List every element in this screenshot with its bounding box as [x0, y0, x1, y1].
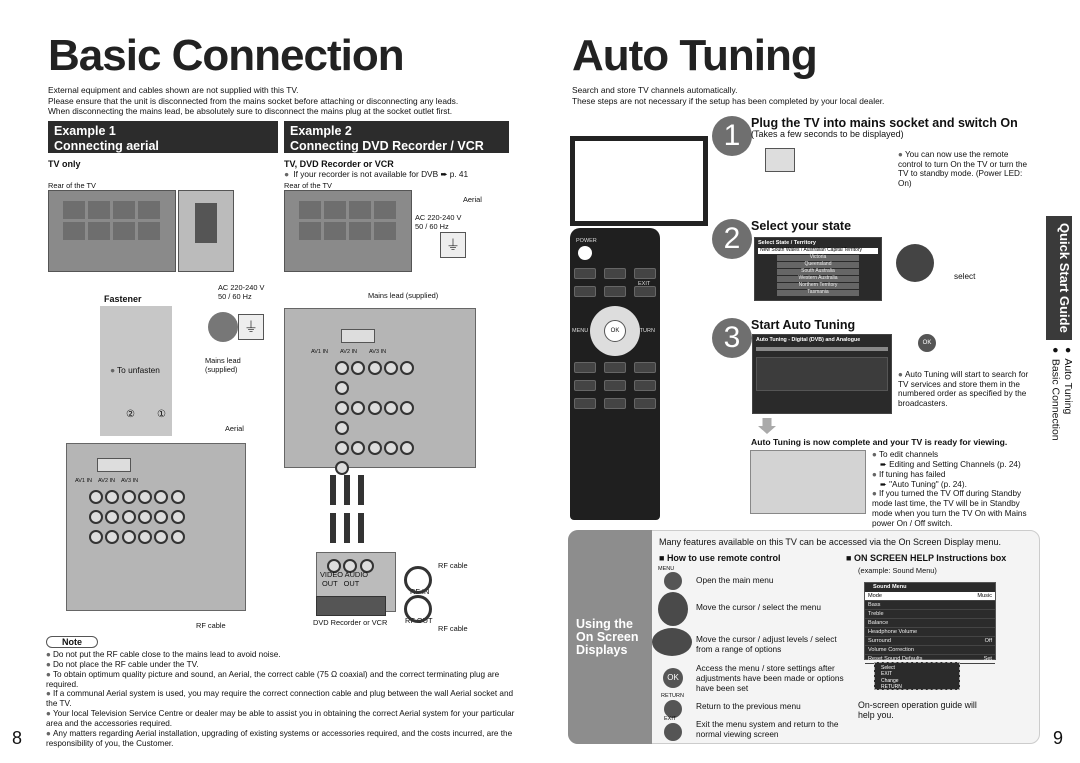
- select-state-title: Select State / Territory: [758, 240, 816, 246]
- dvd-label: DVD Recorder or VCR: [313, 618, 388, 627]
- out-out-label: OUT OUT: [322, 579, 360, 588]
- page-number-left: 8: [12, 728, 23, 748]
- note-item: ● Your local Television Service Centre or dealer may be able to assist you in obtaining the correct Aerial system for your particular area and the accessories required.: [46, 709, 516, 729]
- auto-tuning-menu-title: Auto Tuning - Digital (DVB) and Analogue: [756, 337, 861, 343]
- rf-out-label: RF OUT: [405, 616, 433, 625]
- note-item: ● To obtain optimum quality picture and sound, an Aerial, the correct cable (75 Ω coaxial) and the correct terminating plug are required.: [46, 670, 516, 690]
- select-state-menu: [754, 237, 882, 301]
- sound-menu-row[interactable]: [865, 592, 995, 601]
- sound-menu-row[interactable]: [865, 619, 995, 628]
- dvb-page: p. 41: [449, 169, 469, 179]
- state-option[interactable]: Northern Territory: [777, 283, 859, 289]
- power-switch-icon: [765, 148, 795, 172]
- tv-rear-1: [48, 190, 176, 272]
- sound-row-label: Surround: [868, 637, 892, 644]
- example2-label: Example 2: [290, 124, 352, 138]
- edit-channels-note: ● To edit channels: [872, 450, 1037, 460]
- intro-line: Please ensure that the unit is disconnected from the mains socket before attaching or disconnecting any leads.: [48, 95, 459, 106]
- note-item: ● Do not put the RF cable close to the mains lead to avoid noise.: [46, 650, 516, 660]
- tv-dvd-label: TV, DVD Recorder or VCR: [284, 159, 394, 169]
- howto-title: ■ How to use remote control: [659, 553, 781, 563]
- remote-control: [570, 228, 660, 520]
- dvb-note: ● If your recorder is not available for DVB ➨ p. 41: [284, 170, 468, 180]
- state-option[interactable]: Western Australia: [777, 276, 859, 282]
- remote-ok-button: OK: [604, 320, 626, 342]
- menu-button-label: MENU: [658, 566, 675, 572]
- step-1-note: ● You can now use the remote control to turn On the TV or turn the TV to standby mode. (Power LED: On): [898, 150, 1028, 189]
- menu-button-icon: [664, 572, 682, 590]
- sound-row-value: Music: [977, 592, 992, 599]
- rf-cable-label-2: RF cable: [438, 561, 468, 570]
- remote-exit-label: EXIT: [638, 281, 651, 287]
- sound-menu-row[interactable]: [865, 637, 995, 646]
- connection-panel-2: [284, 308, 476, 468]
- state-option[interactable]: South Australia: [777, 269, 859, 275]
- note-item: ● Do not place the RF cable under the TV.: [46, 660, 516, 670]
- example1-label: Example 1: [54, 124, 116, 138]
- example2-sub: Connecting DVD Recorder / VCR: [290, 139, 484, 153]
- viewing-illustration: [750, 450, 866, 514]
- panel2-av3: AV3 IN: [369, 349, 387, 355]
- left-right-arrows-icon: [652, 628, 692, 656]
- tuning-failed-ref: "Auto Tuning" (p. 24).: [889, 479, 967, 489]
- fastener-label: Fastener: [104, 294, 142, 304]
- remote-power-button: [578, 246, 592, 260]
- state-option[interactable]: Tasmania: [777, 290, 859, 296]
- sound-row-value: Set: [983, 655, 992, 662]
- intro-line: When disconnecting the mains lead, be absolutely sure to disconnect the mains plug at the socket outlet first.: [48, 106, 453, 116]
- right-intro: [572, 85, 1052, 106]
- exit-button-icon: [664, 723, 682, 741]
- video-audio-label: VIDEO AUDIO: [320, 570, 369, 579]
- down-arrow-icon: [758, 418, 776, 434]
- intro-line: Search and store TV channels automatically.: [572, 85, 738, 95]
- intro-line: These steps are not necessary if the setup has been completed by your local dealer.: [572, 95, 885, 106]
- exit-button-label: EXIT: [664, 716, 677, 722]
- help-title-text: ON SCREEN HELP Instructions box: [853, 553, 1007, 563]
- power-plug: [208, 312, 238, 342]
- sound-row-label: Balance: [868, 619, 889, 626]
- rf-out-jack: [404, 595, 432, 623]
- dvd-recorder-icon: [316, 596, 386, 616]
- aerial-label-2: Aerial: [463, 195, 482, 204]
- step-1-sub: (Takes a few seconds to be displayed): [751, 129, 904, 139]
- sound-menu-row[interactable]: [865, 646, 995, 655]
- tuning-complete: Auto Tuning is now complete and your TV is ready for viewing.: [751, 437, 1008, 447]
- rf-in-jack: [404, 566, 432, 594]
- sound-menu-title: Sound Menu: [873, 584, 907, 590]
- tv-front-illustration: [570, 136, 708, 226]
- help-caption: On-screen operation guide will help you.: [858, 700, 977, 721]
- step-1-number: 1: [712, 116, 752, 156]
- page-number-right: 9: [1053, 728, 1064, 748]
- note-item: ● Any matters regarding Aerial installation, upgrading of existing systems or accessories required, and the costs incurred, are the responsibility of you, the Customer.: [46, 729, 516, 749]
- complete-notes: ● To edit channels ➨ Editing and Setting Channels (p. 24) ● If tuning has failed ➨ "Auto Tuning" (p. 24). ● If you turned the TV Off during Standby mode last time, the TV will be in Standby mode when you turn the TV On with Mains power On / Off switch.: [872, 450, 1037, 529]
- help-example: (example: Sound Menu): [858, 566, 937, 575]
- osd-row-text: Return to the previous menu: [696, 701, 801, 711]
- notes-list: [46, 650, 516, 748]
- mains-supplied-label: Mains lead (supplied): [368, 291, 439, 300]
- rf-in-label: RF IN: [410, 587, 430, 596]
- example1-sub: Connecting aerial: [54, 139, 159, 153]
- av-cable-plugs: [330, 475, 370, 545]
- plug-icon-2: ⏚: [440, 232, 466, 258]
- howto-title-text: How to use remote control: [666, 553, 781, 563]
- ac-label-2: AC 220-240 V 50 / 60 Hz: [415, 213, 462, 231]
- example2-header: [284, 121, 509, 153]
- sound-menu-row[interactable]: [865, 628, 995, 637]
- step-3-number: 3: [712, 318, 752, 358]
- step-1-title: Plug the TV into mains socket and switch On: [751, 116, 1018, 130]
- up-down-arrows-icon: [658, 592, 688, 626]
- osd-row-text: Open the main menu: [696, 575, 774, 585]
- rf-cable-label-3: RF cable: [438, 624, 468, 633]
- ok-icon: OK: [663, 668, 683, 688]
- panel1-av3: AV3 IN: [121, 478, 139, 484]
- tv-only-label: TV only: [48, 159, 81, 169]
- edit-channels-ref: Editing and Setting Channels (p. 24): [889, 459, 1021, 469]
- osd-row-text: Move the cursor / select the menu: [696, 602, 821, 612]
- panel2-av1: AV1 IN: [311, 349, 329, 355]
- rear-label-1: Rear of the TV: [48, 181, 96, 190]
- sound-row-value: Off: [984, 637, 992, 644]
- osd-title: Using the On Screen Displays: [576, 617, 639, 658]
- osd-intro: Many features available on this TV can be accessed via the On Screen Display menu.: [659, 537, 1002, 547]
- unfasten-label: ● To unfasten: [110, 366, 160, 376]
- note-item: ● If a communal Aerial system is used, you may require the correct connection cable and plug between the wall Aerial socket and the TV.: [46, 689, 516, 709]
- help-instructions-box: Select EXIT Change RETURN: [874, 662, 960, 690]
- state-option[interactable]: New South Wales / Australian Capital Territory: [758, 248, 878, 254]
- tuning-failed-note: ● If tuning has failed: [872, 470, 1037, 480]
- ok-button-icon: OK: [918, 334, 936, 352]
- page-title-right: Auto Tuning: [572, 31, 817, 80]
- step-3-title: Start Auto Tuning: [751, 318, 856, 332]
- step-1-marker: ①: [157, 409, 166, 420]
- select-label: select: [954, 272, 976, 281]
- state-option[interactable]: Victoria: [777, 255, 859, 261]
- step-3-note: ● Auto Tuning will start to search for TV services and store them in the numbered order as specified by the broadcasters.: [898, 370, 1033, 409]
- step-2-title: Select your state: [751, 219, 852, 233]
- sound-row-label: Reset Sound Defaults: [868, 655, 923, 662]
- remote-return-label: RETURN: [632, 328, 655, 334]
- quick-start-guide-tab: Quick Start Guide: [1046, 216, 1072, 340]
- intro-line: External equipment and cables shown are not supplied with this TV.: [48, 85, 299, 95]
- dvb-note-text: If your recorder is not available for DVB: [293, 169, 439, 179]
- page-title-left: Basic Connection: [48, 31, 404, 80]
- remote-menu-label: MENU: [572, 328, 589, 334]
- panel2-av2: AV2 IN: [340, 349, 358, 355]
- step-2-number: 2: [712, 219, 752, 259]
- dpad-up-down-icon: [896, 236, 936, 288]
- osd-row-text: Access the menu / store settings after adjustments have been made or options have been set: [696, 663, 844, 693]
- osd-row-text: Exit the menu system and return to the normal viewing screen: [696, 719, 839, 739]
- standby-note: ● If you turned the TV Off during Standby mode last time, the TV will be in Standby mode when you turn the TV On with Mains power On / Off switch.: [872, 489, 1037, 528]
- help-title: ■ ON SCREEN HELP Instructions box: [846, 553, 1007, 563]
- sound-row-label: Headphone Volume: [868, 628, 918, 635]
- plug-icon-1: ⏚: [238, 314, 264, 340]
- sound-row-label: Bass: [868, 601, 881, 608]
- mains-lead-label: Mains lead (supplied): [205, 356, 241, 374]
- connection-panel-1: [66, 443, 246, 611]
- tv-rear-2: [284, 190, 412, 272]
- state-option[interactable]: Queensland: [777, 262, 859, 268]
- note-heading: Note: [46, 636, 98, 648]
- auto-tuning-menu: [752, 334, 892, 414]
- step-2-marker: ②: [126, 409, 135, 420]
- remote-power-label: POWER: [576, 238, 597, 244]
- osd-row-text: Move the cursor / adjust levels / select from a range of options: [696, 634, 837, 654]
- return-button-label: RETURN: [661, 693, 684, 699]
- aerial-label-1: Aerial: [225, 424, 244, 433]
- sound-row-label: Volume Correction: [868, 646, 915, 653]
- sound-menu: [864, 582, 996, 660]
- ac-label-1: AC 220-240 V 50 / 60 Hz: [218, 283, 265, 301]
- sound-menu-row[interactable]: [865, 610, 995, 619]
- rear-label-2: Rear of the TV: [284, 181, 332, 190]
- panel1-av2: AV2 IN: [98, 478, 116, 484]
- rf-cable-label-1: RF cable: [196, 621, 226, 630]
- power-socket-zoom-1: [178, 190, 234, 272]
- left-intro: [48, 85, 528, 117]
- sound-row-label: Mode: [868, 592, 882, 599]
- sound-row-label: Treble: [868, 610, 884, 617]
- side-tab-list: ● Auto Tuning ● Basic Connection: [1049, 344, 1074, 441]
- example1-header: [48, 121, 278, 153]
- panel1-av1: AV1 IN: [75, 478, 93, 484]
- sound-menu-row[interactable]: [865, 601, 995, 610]
